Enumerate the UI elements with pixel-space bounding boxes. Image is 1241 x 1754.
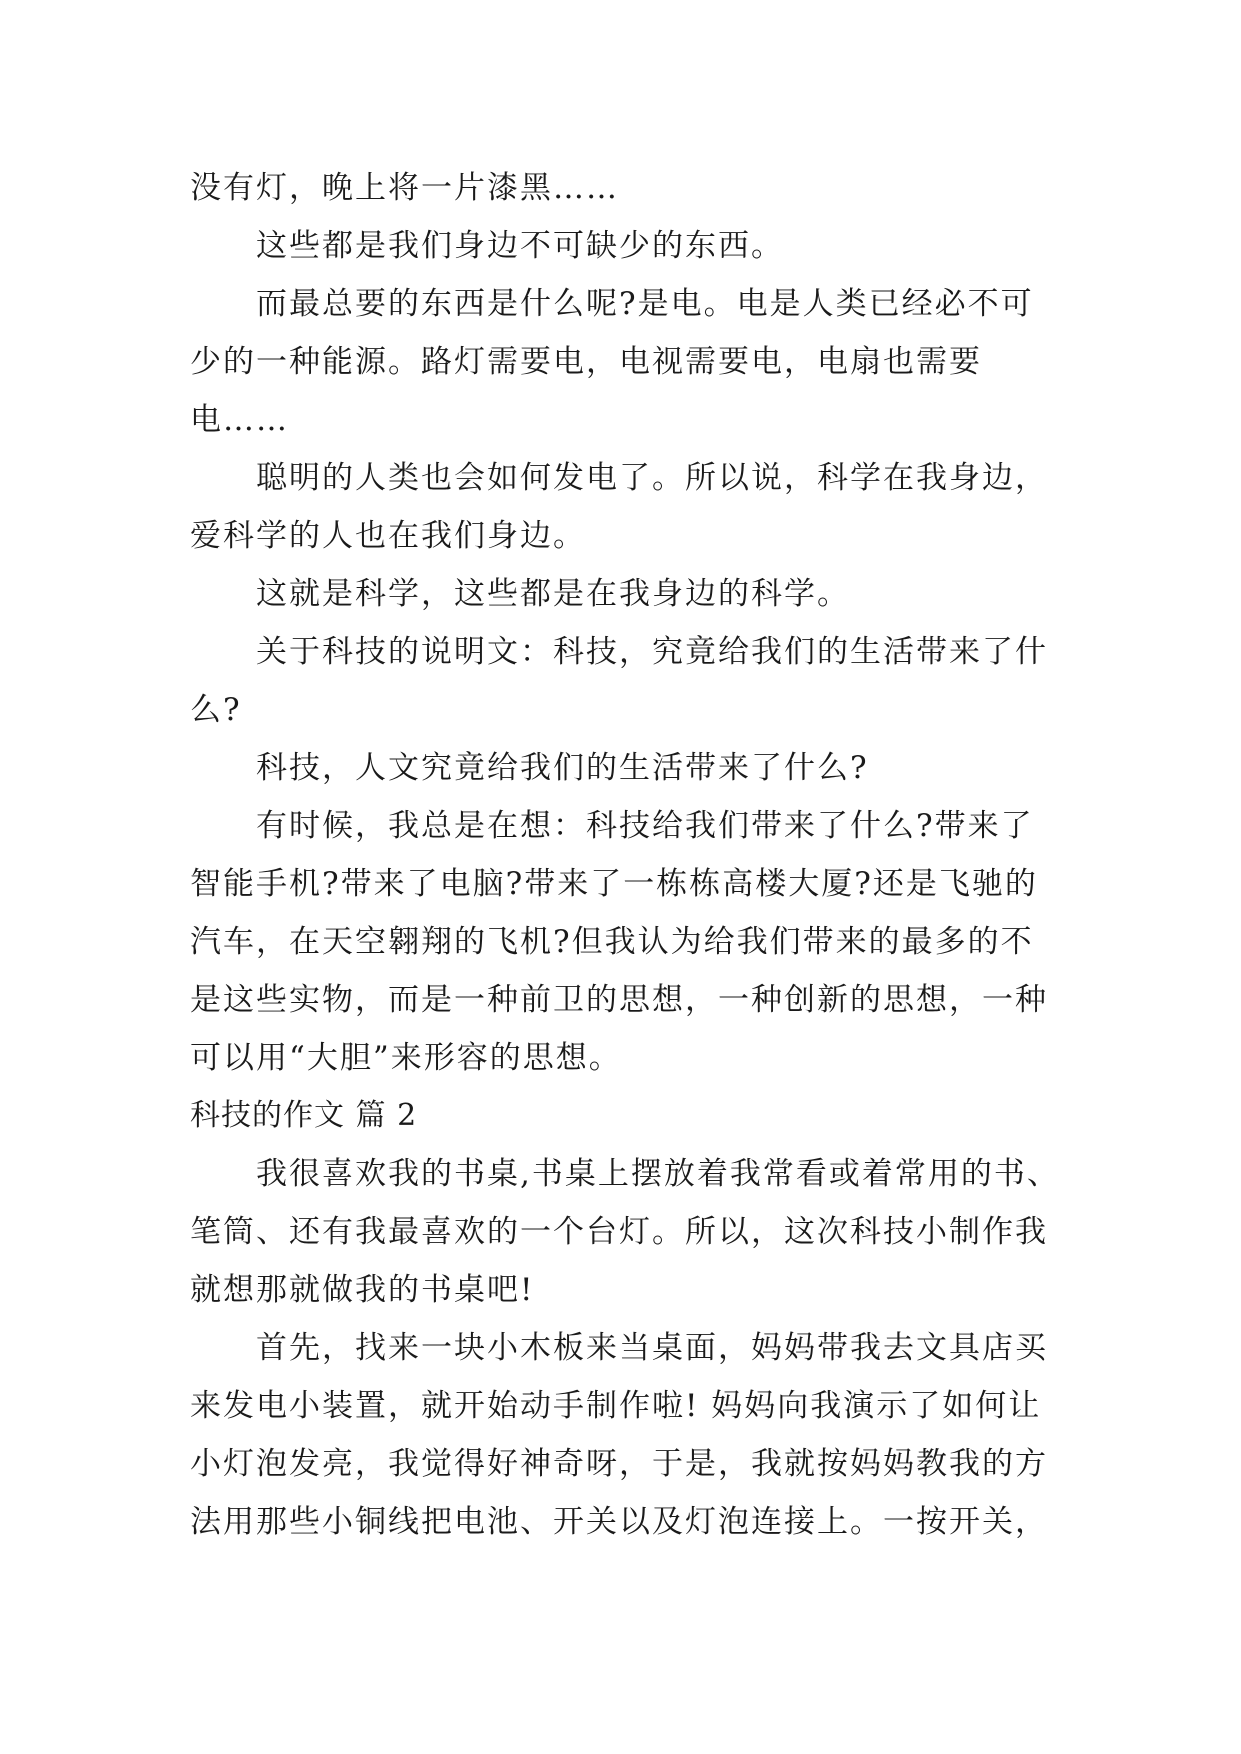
paragraph-line: 来发电小装置，就开始动手制作啦! 妈妈向我演示了如何让 — [190, 1388, 1042, 1424]
paragraph-line: 有时候，我总是在想：科技给我们带来了什么?带来了 — [256, 808, 1034, 844]
paragraph-line: 首先，找来一块小木板来当桌面，妈妈带我去文具店买 — [256, 1330, 1048, 1366]
paragraph-line: 笔筒、还有我最喜欢的一个台灯。所以，这次科技小制作我 — [190, 1214, 1048, 1250]
paragraph-line: 这就是科学，这些都是在我身边的科学。 — [256, 576, 850, 612]
paragraph-line: 少的一种能源。路灯需要电，电视需要电，电扇也需要 — [190, 344, 982, 380]
paragraph-line: 科技，人文究竟给我们的生活带来了什么? — [256, 750, 869, 786]
paragraph-line: 聪明的人类也会如何发电了。所以说，科学在我身边， — [256, 460, 1048, 496]
paragraph-line: 爱科学的人也在我们身边。 — [190, 518, 586, 554]
paragraph-line: 法用那些小铜线把电池、开关以及灯泡连接上。一按开关， — [190, 1504, 1048, 1540]
paragraph-line: 关于科技的说明文：科技，究竟给我们的生活带来了什 — [256, 634, 1048, 670]
paragraph-line: 汽车，在天空翱翔的飞机?但我认为给我们带来的最多的不 — [190, 924, 1034, 960]
paragraph-line: 电…… — [190, 402, 289, 438]
paragraph-line: 是这些实物，而是一种前卫的思想，一种创新的思想，一种 — [190, 982, 1048, 1018]
paragraph-line: 这些都是我们身边不可缺少的东西。 — [256, 228, 784, 264]
paragraph-line: 没有灯，晚上将一片漆黑…… — [190, 170, 619, 206]
paragraph-line: 可以用“大胆”来形容的思想。 — [190, 1040, 622, 1076]
section-heading: 科技的作文 篇 2 — [190, 1098, 418, 1133]
paragraph-line: 而最总要的东西是什么呢?是电。电是人类已经必不可 — [256, 286, 1034, 322]
paragraph-line: 我很喜欢我的书桌,书桌上摆放着我常看或着常用的书、 — [256, 1156, 1060, 1192]
paragraph-line: 就想那就做我的书桌吧! — [190, 1272, 535, 1308]
paragraph-line: 么? — [190, 692, 242, 728]
paragraph-line: 智能手机?带来了电脑?带来了一栋栋高楼大厦?还是飞驰的 — [190, 866, 1038, 902]
paragraph-line: 小灯泡发亮，我觉得好神奇呀，于是，我就按妈妈教我的方 — [190, 1446, 1048, 1482]
